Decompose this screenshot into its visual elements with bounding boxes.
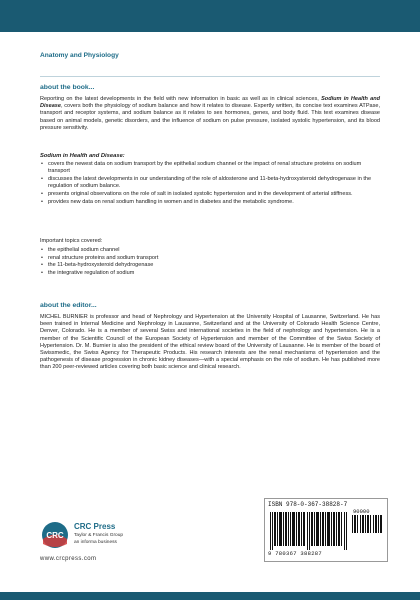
features-list xyxy=(40,161,380,206)
bullet-icon: • xyxy=(41,161,43,167)
list-item: • covers the newest data on sodium transport by the epithelial sodium channel or the impact of renal structure proteins on sodium transport xyxy=(41,161,362,175)
list-item: • presents original observations on the role of salt in isolated systolic hypertension and in the development of arterial stiffness. xyxy=(41,190,353,197)
publisher-group: Taylor & Francis Group xyxy=(74,533,124,538)
bullet-icon: • xyxy=(41,270,43,277)
editor-bio: MICHEL BURNIER is professor and head of Nephrology and Hypertension at the University Hospital of Lausanne, Switzerland. He has been trained in Internal Medicine and Nephrology in Lausanne, Switzerland and at the University of Colorado Health Science Centre, Denver, Colorado. He is a member of several Swiss and international societies in the field of nephrology and hypertension. He is a member of the Scientific Council of the European Society of Hypertension and member of the Committee of the Swiss Society of Hypertension. Dr. M. Burnier is also the president of the ethical review board of the University of Lausanne. He is member of the board of Swissmedic, the Swiss Agency for Therapeutic Products. His research interests are the renal mechanisms of hypertension and the pathogenesis of disease progression in chronic kidney diseases—with a special emphasis on the role of sodium. He has published more than 200 peer-reviewed articles covering both basic science and clinical research. xyxy=(40,314,380,371)
bullet-icon: • xyxy=(41,190,43,197)
isbn-label: ISBN 978-0-367-38828-7 xyxy=(268,501,348,508)
publisher-name: CRC Press xyxy=(74,522,116,531)
list-item: • provides new data on renal sodium handling in women and in diabetes and the metabolic syndrome. xyxy=(41,198,294,205)
topics-list xyxy=(40,247,380,278)
top-color-band xyxy=(0,0,420,32)
list-item: • the epithelial sodium channel xyxy=(41,247,120,253)
svg-text:CRC: CRC xyxy=(46,531,64,540)
ean-number: 9 780367 388287 xyxy=(268,550,323,557)
bullet-icon: • xyxy=(41,262,43,269)
ean-barcode-icon xyxy=(270,512,350,550)
book-description xyxy=(40,96,380,132)
crc-logo-icon xyxy=(40,520,70,550)
list-item: • renal structure proteins and sodium transport xyxy=(41,254,159,261)
list-item: • the integrative regulation of sodium xyxy=(41,270,135,277)
about-editor-heading: about the editor... xyxy=(40,302,97,309)
bullet-icon: • xyxy=(41,254,43,261)
book-title-inline: Sodium in Health and Disease xyxy=(40,96,380,110)
bottom-color-band xyxy=(0,592,420,600)
list-item: • discusses the latest developments in our understanding of the role of aldosterone and 11-beta-hydroxysteroid dehydrogenase in the regulation of sodium balance. xyxy=(41,175,372,190)
description-text-pre: Reporting on the latest developments in the field with new information in basic as well as in clinical sciences, xyxy=(40,96,322,102)
features-subhead: Sodium in Health and Disease: xyxy=(40,153,125,159)
price-addon-number: 90000 xyxy=(353,508,370,515)
divider xyxy=(40,76,380,77)
bullet-icon: • xyxy=(41,175,43,182)
about-book-heading: about the book... xyxy=(40,84,95,91)
topics-intro: Important topics covered: xyxy=(40,238,103,244)
publisher-tagline: an informa business xyxy=(74,540,117,545)
publisher-url[interactable]: www.crcpress.com xyxy=(40,556,97,562)
list-item: • the 11-beta-hydroxysteroid dehydrogenase xyxy=(41,262,154,269)
category-label: Anatomy and Physiology xyxy=(40,52,119,59)
bullet-icon: • xyxy=(41,198,43,205)
bullet-icon: • xyxy=(41,247,43,253)
description-text-post: , covers both the physiology of sodium balance and how it relates to disease. Expertly written, its concise text examines ATPase, transport and receptor systems, and sodium balance as it relates to sex hormones, genes, and body fluid. This text examines disease based on animal models, genetic disorders, and the influence of sodium on pulse pressure, isolated systolic hypertension, and its blood pressure sensitivity. xyxy=(40,103,380,131)
addon-barcode-icon xyxy=(352,509,382,533)
